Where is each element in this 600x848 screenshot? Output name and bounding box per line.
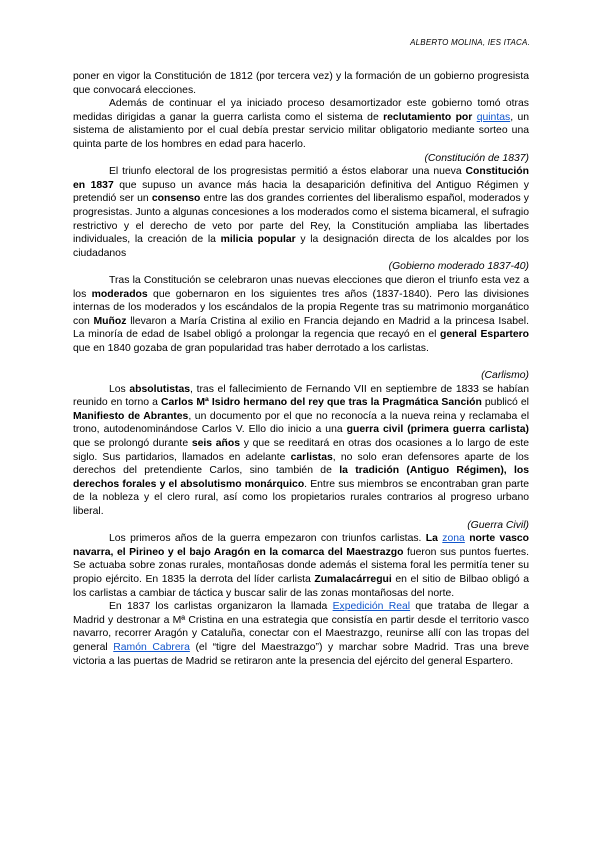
bold-term: la tradición (Antiguo Régimen), los derechos forales y el absolutismo monárquico (73, 465, 530, 490)
text: Los (109, 383, 130, 395)
bold-term: general Espartero (439, 329, 529, 341)
paragraph-6 (73, 532, 529, 600)
paragraph-7 (73, 600, 529, 668)
text: y que se reeditará en otras dos ocasiones a lo largo de este siglo. Sus partidarios, llamados en adelante (73, 438, 529, 463)
text: , tras el fallecimiento de Fernando VII en septiembre de 1833 se habían reunido en torno a (73, 383, 529, 409)
link-ramon-cabrera[interactable]: Ramón Cabrera (113, 641, 190, 653)
text: en el sitio de Bilbao obligó a los carlistas a cambiar de táctica y buscar salir de las zonas montañosas del norte. (73, 573, 529, 599)
section-ref-constitucion: (Constitución de 1837) (424, 152, 529, 164)
section-ref-carlismo: (Carlismo) (481, 370, 529, 382)
text: (el “tigre del Maestrazgo”) y marchar sobre Madrid. Tras una breve victoria a las puertas de Madrid se retiraron ante la presencia del ejército del general Espartero. (73, 641, 530, 667)
bold-term: La (425, 533, 443, 545)
text: entre las dos grandes corrientes del liberalismo español, moderados y progresistas. Junto a algunas concesiones a los moderados como el sistema bicameral, el sufragio restrictivo y el derecho de veto por parte del Rey, la Constitución ampliaba las libertades individuales, la creación de la (73, 193, 530, 246)
paragraph-1: poner en vigor la Constitución de 1812 (por tercera vez) y la formación de un gobierno progresista que convocará elecciones. (73, 71, 529, 96)
text: , un documento por el que no reconocía a la nueva reina y reclamaba el trono, autodenominándose Carlos V. Ello dio inicio a una (73, 410, 529, 436)
text: En 1837 los carlistas organizaron la llamada (109, 601, 333, 613)
bold-term: carlistas (290, 451, 333, 463)
bold-term: guerra civil (primera guerra carlista) (346, 424, 529, 436)
paragraph-4 (73, 274, 529, 356)
bold-term: Carlos Mª Isidro hermano del rey que tras la Pragmática Sanción (160, 397, 482, 409)
link-zona[interactable]: zona (442, 533, 465, 545)
section-ref-guerra-civil: (Guerra Civil) (467, 519, 529, 531)
blank-line (73, 355, 529, 369)
text: llevaron a María Cristina al exilio en Francia dejando en Madrid a la princesa Isabel. La minoría de edad de Isabel obligó a prolongar la regencia que recayó en el (73, 315, 529, 341)
section-ref-gobierno-moderado: (Gobierno moderado 1837-40) (388, 261, 529, 273)
bold-term: consenso (151, 193, 201, 205)
link-quintas[interactable]: quintas (476, 111, 511, 123)
bold-term: seis años (191, 438, 240, 450)
document-body (73, 70, 529, 668)
text: que supuso un avance más hacia la desaparición definitiva del Antiguo Régimen y pretendió ser un (73, 179, 529, 205)
bold-term: Muñoz (93, 315, 127, 327)
bold-term: Manifiesto de Abrantes (73, 410, 189, 422)
bold-term: moderados (91, 288, 148, 300)
bold-term: Constitución en 1837 (73, 166, 529, 191)
link-expedicion-real[interactable]: Expedición Real (332, 601, 411, 613)
bold-term: Zumalacárregui (314, 573, 392, 585)
text: y la designación directa de los alcaldes por los ciudadanos (73, 234, 529, 259)
paragraph-5 (73, 383, 529, 519)
text: fueron sus puntos fuertes. Se actuaba sobre zonas rurales, montañosas donde además el sistema foral les permitía tener su propio ejército. En 1835 la derrota del líder carlista (73, 546, 530, 585)
text: , no solo eran defensores aparte de los derechos del pretendiente Carlos, sino también de (73, 451, 529, 477)
paragraph-2 (73, 97, 529, 151)
text: que gobernaron en los siguientes tres años (1837-1840). Pero las divisiones internas de los moderados y los escándalos de la propia Regente tras su matrimonio morganático con (73, 288, 529, 327)
bold-term: norte vasco navarra, el Pirineo y el bajo Aragón en la comarca del Maestrazgo (73, 533, 530, 558)
text: que trataba de llegar a Madrid y destronar a Mª Cristina en una estrategia que consistía en partir desde el territorio vasco navarro, recorrer Aragón y Cataluña, conectar con el Maestrazgo, reunirse allí con las tropas del general (73, 601, 529, 653)
text: Además de continuar el ya iniciado proceso desamortizador este gobierno tomó otras medidas dirigidas a ganar la guerra carlista como el sistema de (73, 98, 529, 123)
page-header-author: ALBERTO MOLINA, IES ITACA. (410, 38, 530, 47)
text: Los primeros años de la guerra empezaron con triunfos carlistas. (109, 533, 426, 545)
bold-term: reclutamiento por (383, 111, 473, 123)
text: , un sistema de alistamiento por el cual debía prestar servicio militar obligatorio mediante sorteo una quinta parte de los hombres en edad para hacerlo. (73, 111, 529, 150)
text: Tras la Constitución se celebraron unas nuevas elecciones que dieron el triunfo esta vez a los (73, 274, 529, 300)
text: . Entre sus miembros se encontraban gran parte de la nobleza y el clero rural, así como los propietarios rurales contrarios al progreso urbano liberal. (73, 478, 530, 517)
text: publicó el (481, 397, 529, 409)
text: El triunfo electoral de los progresistas permitió a éstos elaborar una nueva (109, 166, 466, 178)
bold-term: absolutistas (129, 383, 191, 395)
bold-term: milicia popular (220, 234, 296, 246)
text: que en 1840 gozaba de gran popularidad tras haber derrotado a los carlistas. (73, 342, 429, 354)
text: que se prolongó durante (73, 438, 192, 450)
paragraph-3 (73, 165, 529, 260)
